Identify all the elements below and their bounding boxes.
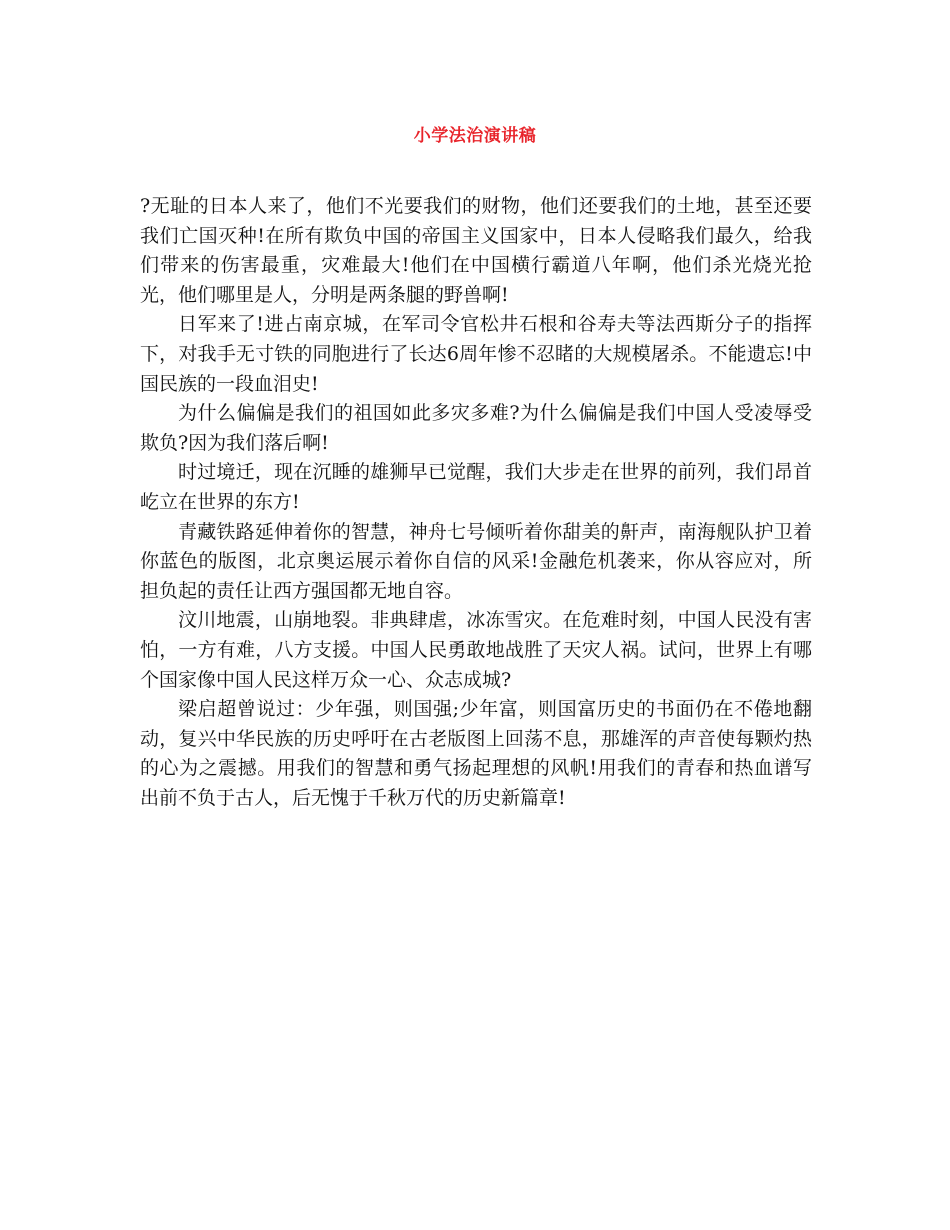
paragraph: 日军来了!进占南京城，在军司令官松井石根和谷寿夫等法西斯分子的指挥下，对我手无寸铁的同胞进行了长达6周年惨不忍睹的大规模屠杀。不能遗忘!中国民族的一段血泪史!: [140, 313, 812, 395]
paragraph: 梁启超曾说过：少年强，则国强;少年富，则国富历史的书面仍在不倦地翻动，复兴中华民族的历史呼吁在古老版图上回荡不息，那雄浑的声音使每颗灼热的心为之震撼。用我们的智慧和勇气扬起理想的风帆!用我们的青春和热血谱写出前不负于古人，后无愧于千秋万代的历史新篇章!: [140, 698, 812, 809]
paragraph: 为什么偏偏是我们的祖国如此多灾多难?为什么偏偏是我们中国人受凌辱受欺负?因为我们落后啊!: [140, 402, 812, 454]
paragraph: ?无耻的日本人来了，他们不光要我们的财物，他们还要我们的土地，甚至还要我们亡国灭种!在所有欺负中国的帝国主义国家中，日本人侵略我们最久，给我们带来的伤害最重，灾难最大!他们在中国横行霸道八年啊，他们杀光烧光抢光，他们哪里是人，分明是两条腿的野兽啊!: [140, 195, 812, 306]
document-title: 小学法治演讲稿: [413, 126, 537, 146]
paragraph: 汶川地震，山崩地裂。非典肆虐，冰冻雪灾。在危难时刻，中国人民没有害怕，一方有难，八方支援。中国人民勇敢地战胜了天灾人祸。试问，世界上有哪个国家像中国人民这样万众一心、众志成城?: [140, 609, 812, 691]
document-body: [140, 192, 812, 813]
paragraph: 时过境迁，现在沉睡的雄狮早已觉醒，我们大步走在世界的前列，我们昂首屹立在世界的东方!: [140, 461, 812, 513]
paragraph: 青藏铁路延伸着你的智慧，神舟七号倾听着你甜美的鼾声，南海舰队护卫着你蓝色的版图，北京奥运展示着你自信的风采!金融危机袭来，你从容应对，所担负起的责任让西方强国都无地自容。: [140, 520, 812, 602]
